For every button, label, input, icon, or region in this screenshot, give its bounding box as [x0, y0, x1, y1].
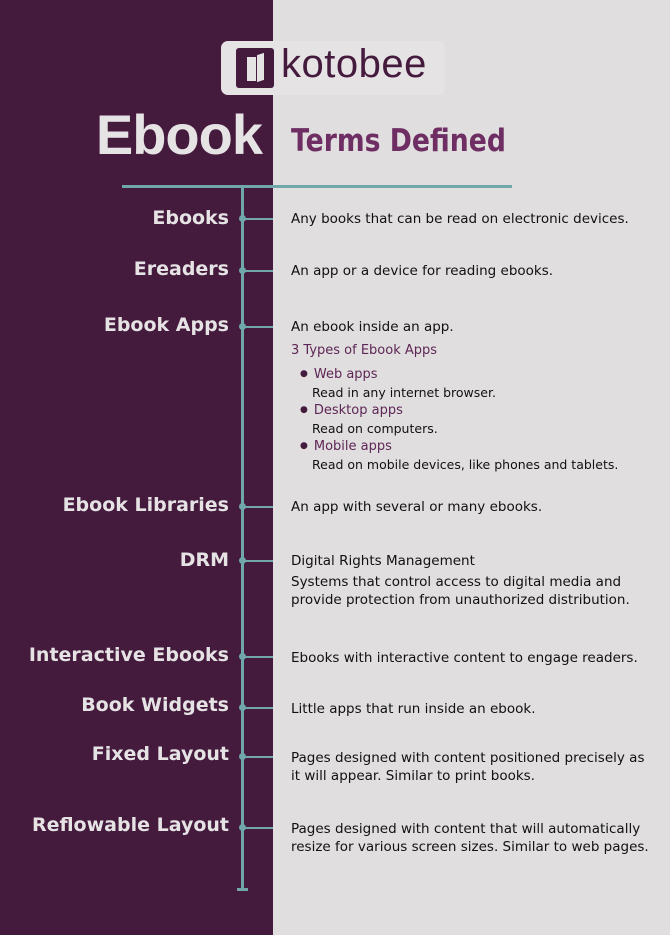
app-type-description: Read on mobile devices, like phones and tablets.	[312, 457, 619, 472]
timeline-dot	[239, 653, 246, 660]
timeline-vertical-line	[241, 187, 244, 891]
term-label: Ereaders	[133, 258, 229, 280]
timeline-dot	[239, 824, 246, 831]
app-type-name: ● Desktop apps	[300, 402, 660, 421]
list-item	[300, 402, 660, 437]
term-label: Reflowable Layout	[31, 814, 229, 836]
term-definition: Systems that control access to digital media and provide protection from unauthorized distribution.	[291, 574, 630, 608]
term-definition: An ebook inside an app.	[291, 319, 454, 335]
logo-text: kotobee	[281, 42, 427, 86]
timeline-end	[237, 888, 248, 891]
title-ebook: Ebook	[95, 103, 262, 166]
app-type-name: ● Mobile apps	[300, 438, 660, 457]
timeline-dot	[239, 503, 246, 510]
term-label: Interactive Ebooks	[28, 644, 229, 666]
app-type-name: ● Web apps	[300, 366, 660, 385]
list-item	[300, 438, 660, 473]
term-definition: An app with several or many ebooks.	[291, 499, 543, 515]
term-label: Ebook Libraries	[62, 494, 229, 516]
term-definition: Any books that can be read on electronic devices.	[291, 211, 629, 227]
term-label: Ebooks	[152, 207, 229, 229]
app-type-description: Read in any internet browser.	[312, 385, 496, 400]
kotobee-logo	[221, 41, 445, 95]
timeline-dot	[239, 267, 246, 274]
timeline-dot	[239, 704, 246, 711]
term-definition: Pages designed with content that will automatically resize for various screen sizes. Similar to web pages.	[291, 821, 649, 855]
term-definition: Pages designed with content positioned precisely as it will appear. Similar to print books.	[291, 750, 645, 784]
ebook-apps-types-list	[300, 366, 660, 474]
timeline-dot	[239, 557, 246, 564]
term-label: Ebook Apps	[103, 314, 229, 336]
timeline-dot	[239, 753, 246, 760]
list-item	[300, 366, 660, 401]
ebook-apps-types-heading: 3 Types of Ebook Apps	[291, 343, 438, 358]
term-label: Fixed Layout	[91, 743, 229, 765]
book-icon	[236, 48, 274, 88]
term-label: DRM	[179, 549, 229, 571]
term-definition: An app or a device for reading ebooks.	[291, 263, 554, 279]
term-label: Book Widgets	[81, 694, 229, 716]
title-terms-defined: Terms Defined	[291, 123, 506, 159]
term-definition: Ebooks with interactive content to engage readers.	[291, 650, 638, 666]
timeline-dot	[239, 215, 246, 222]
term-definition: Little apps that run inside an ebook.	[291, 701, 536, 717]
app-type-description: Read on computers.	[312, 421, 438, 436]
timeline-dot	[239, 323, 246, 330]
timeline-top-line	[122, 185, 512, 188]
drm-full-name: Digital Rights Management	[291, 553, 475, 569]
